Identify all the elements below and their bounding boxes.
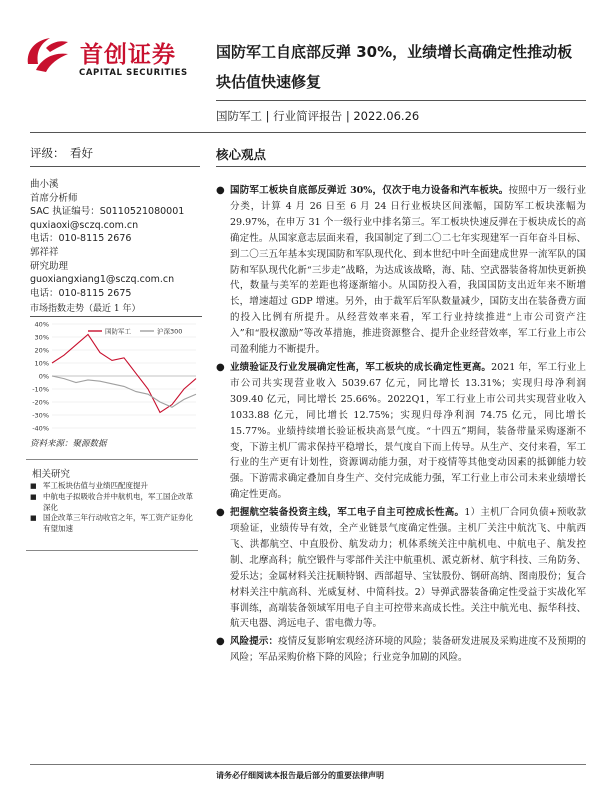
related-research-item[interactable]: ■ 中航电子拟吸收合并中航机电，军工国企改革深化 xyxy=(30,492,196,514)
bullet-icon: ● xyxy=(216,636,225,648)
paragraph-lead: 国防军工板块自底部反弹近 30%，仅次于电力设备和汽车板块。 xyxy=(230,185,509,196)
related-research-item[interactable]: ■ 国企改革三年行动收官之年，军工资产证券化有望加速 xyxy=(30,513,196,535)
logo-mark-icon xyxy=(22,34,72,80)
core-views-body xyxy=(216,183,586,668)
paragraph-text: 疫情反复影响宏观经济环境的风险；装备研发进展及采购进度不及预期的风险；军品采购价格下降的风险；行业竞争加剧的风险。 xyxy=(230,636,586,664)
core-paragraph xyxy=(216,183,586,358)
chart-y-tick-label: 0% xyxy=(38,372,49,381)
related-research-box xyxy=(26,459,198,551)
analyst-card-primary xyxy=(30,178,184,246)
legal-disclaimer: 请务必仔细阅读本报告最后部分的重要法律声明 xyxy=(216,770,384,780)
analyst-name: 曲小溪 xyxy=(30,179,59,190)
related-research-list xyxy=(30,481,196,535)
chart-y-ticks xyxy=(32,321,49,433)
bullet-icon: ● xyxy=(216,185,225,196)
report-title: 国防军工自底部反弹 30%，业绩增长高确定性推动板块估值快速修复 xyxy=(216,43,573,91)
bullet-icon: ● xyxy=(216,507,225,519)
chart-y-tick-label: 10% xyxy=(34,359,49,368)
rating-divider xyxy=(30,166,200,167)
chart-source: 资料来源：聚源数据 xyxy=(30,439,107,449)
analyst-phone: 电话：010-8115 2675 xyxy=(30,287,132,299)
chart-y-tick-label: 40% xyxy=(34,320,49,329)
related-research-title: 相关研究 xyxy=(32,469,71,480)
rating-value: 看好 xyxy=(70,146,93,160)
related-research-item[interactable]: ■ 军工板块估值与业绩匹配度提升 xyxy=(30,481,196,492)
chart-y-tick-label: 30% xyxy=(34,333,49,342)
paragraph-lead: 风险提示： xyxy=(230,636,279,648)
company-logo xyxy=(22,34,202,82)
analyst-phone: 电话：010-8115 2676 xyxy=(30,233,132,244)
logo-chinese-name: 首创证券 xyxy=(80,42,176,68)
chart-legend-label: 国防军工 xyxy=(105,327,131,336)
footer-divider xyxy=(30,764,586,765)
chart-y-tick-label: -30% xyxy=(32,411,49,420)
bullet-icon: ● xyxy=(216,361,225,373)
analyst-email[interactable]: quxiaoxi@sczq.com.cn xyxy=(30,219,139,231)
analyst-email[interactable]: guoxiangxiang1@sczq.com.cn xyxy=(30,274,175,285)
rating-label: 评级： xyxy=(30,146,65,160)
paragraph-lead: 把握航空装备投资主线，军工电子自主可控成长性高。 xyxy=(230,507,465,519)
header-divider xyxy=(30,132,586,133)
chart-title-divider xyxy=(30,316,202,317)
market-index-chart xyxy=(28,320,200,432)
paragraph-text: 2021 年，军工行业上市公司共实现营业收入 5039.67 亿元，同比增长 13.31%；实现归母净利润 309.40 亿元，同比增长 25.66%。2022Q1，军工行业上市公司共实现营业收入 1033.88 亿元，同比增长 12.75%；实现归母净利润 74.75 亿元，同比增长 15.77%。业绩持续增长验证板块高景气度。“十四五”期间，装备带量采购逐渐不变，下游主机厂需求保持平稳增长，景气度自下而上传导。从生产、交付来看，军工行业的生产更有计划性，资源调动能力强，对于疫情等其他变动因素的抵御能力较强。下游需求确定叠加自身生产、交付完成能力强，军工行业上市公司未来业绩增长确定性更高。 xyxy=(230,361,586,501)
core-paragraph xyxy=(216,505,586,632)
analyst-role: 首席分析师 xyxy=(30,192,78,204)
logo-english-name: CAPITAL SECURITIES xyxy=(79,68,188,78)
analyst-role: 研究助理 xyxy=(30,260,69,272)
report-subtitle: 国防军工 | 行业简评报告 | 2022.06.26 xyxy=(216,109,420,123)
chart-y-tick-label: -40% xyxy=(32,424,49,432)
chart-gridlines xyxy=(52,324,196,428)
analyst-name: 郭祥祥 xyxy=(30,247,59,258)
title-divider xyxy=(216,100,586,101)
chart-y-tick-label: -20% xyxy=(32,398,49,407)
core-paragraph xyxy=(216,360,586,503)
core-paragraph xyxy=(216,634,586,666)
chart-series-group xyxy=(52,334,196,412)
chart-y-tick-label: -10% xyxy=(32,385,49,394)
chart-title: 市场指数走势（最近 1 年） xyxy=(30,304,141,314)
core-views-title: 核心观点 xyxy=(216,147,267,162)
chart-y-tick-label: 20% xyxy=(34,346,49,355)
chart-series-line xyxy=(52,334,196,412)
analyst-cert: SAC 执证编号：S0110521080001 xyxy=(30,206,185,217)
analyst-card-assistant xyxy=(30,246,174,300)
paragraph-text: 1）主机厂合同负债+预收款项验证，业绩传导有效，全产业链景气度确定性强。主机厂关注中航沈飞、中航西飞、洪都航空、中直股份、航发动力；机体系统关注中航机电、中航电子、航发控制、北摩高科；航空锻件与零部件关注中航重机、派克新材、航宇科技、三角防务、爱乐达；金属材料关注抚顺特钢、西部超导、宝钛股份、钢研高纳、图南股份；复合材料关注中航高科、光威复材、中简科技。2）导弹武器装备确定性受益于实战化军事训练，高端装备领域军用电子自主可控带来高成长性。关注中航光电、振华科技、航天电器、鸿远电子、雷电微力等。 xyxy=(230,507,586,630)
chart-legend xyxy=(88,327,182,336)
paragraph-text: 按照中万一级行业分类，计算 4 月 26 日至 6 月 24 日行业板块区间涨幅，国防军工板块涨幅为 29.97%，在申万 31 个一级行业中排名第三。军工板块快速反弹在于板块成长的高确定性。从国家意志层面来看，我国制定了到二〇二七年实现建军一百年奋斗目标、到二〇三五年基本实现国防和军队现代化、到本世纪中叶全面建成世界一流军队的国防和军队现代化新“三步走”战略，为达成该战略，海、陆、空武器装备将加快更新换代，数量与美军的差距也将逐渐缩小。从国防投入看，我国国防支出近年来不断增长，增速超过 GDP 增速。另外，由于裁军后军队数量减少，国防支出在装备费方面的投入比例有所提升。从经营效率来看，军工行业持续推进“上市公司资产注入”和“股权激励”等改革措施，推进资源整合、提升企业经营效率，军工行业上市公司盈利能力不断提升。 xyxy=(230,185,586,356)
chart-legend-label: 沪深300 xyxy=(157,327,183,336)
paragraph-lead: 业绩验证及行业发展确定性高，军工板块的成长确定性更高。 xyxy=(230,361,492,373)
chart-series-line xyxy=(52,376,196,407)
core-divider xyxy=(216,166,586,167)
